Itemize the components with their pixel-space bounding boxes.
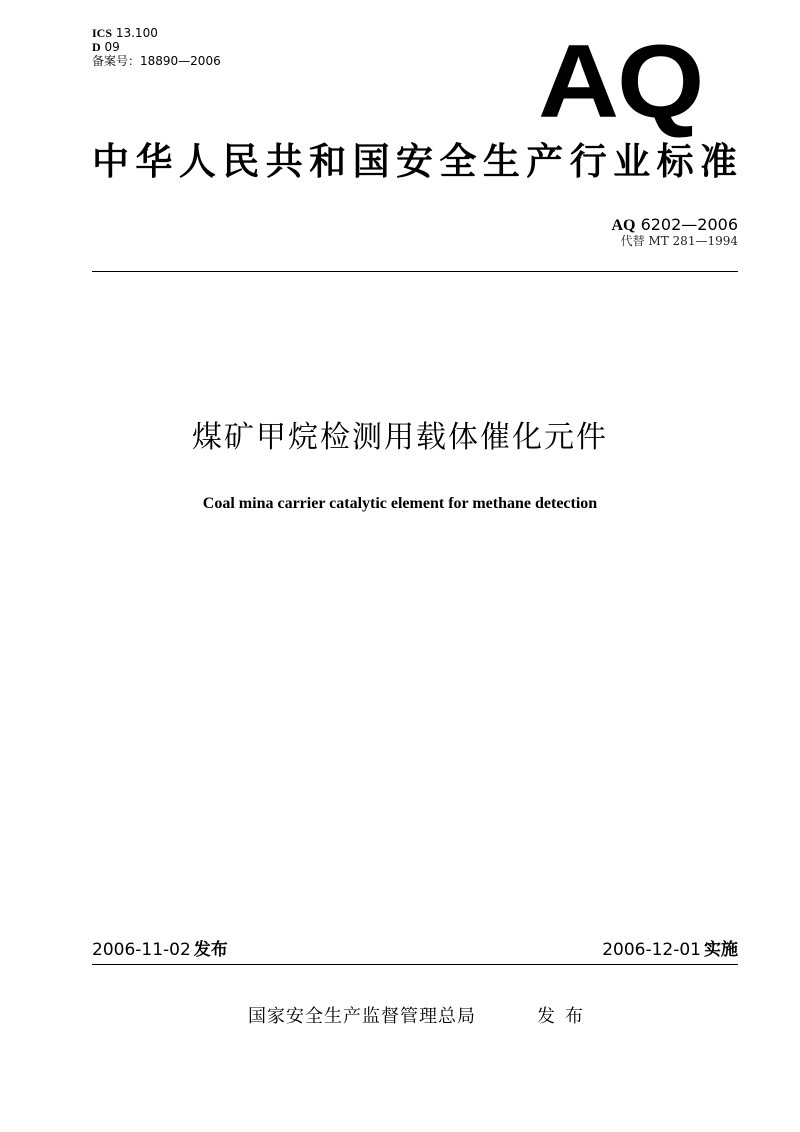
publish-word: 发布 xyxy=(193,940,228,960)
replaces-note: 代替 MT 281—1994 xyxy=(620,234,738,248)
standard-code: 6202—2006 xyxy=(640,215,738,234)
document-title: 煤矿甲烷检测用载体催化元件 xyxy=(192,420,608,455)
standard-number xyxy=(611,216,738,235)
implement-date: 2006-12-01 xyxy=(602,940,701,960)
record-number: 备案号：18890—2006 xyxy=(92,54,221,68)
ccs-code: 09 xyxy=(104,40,120,54)
aq-logo: AQ xyxy=(538,24,703,140)
ics-label: ICS xyxy=(92,26,113,40)
ics-code: 13.100 xyxy=(115,26,158,40)
footer-divider xyxy=(92,964,738,965)
standard-category-title: 中华人民共和国安全生产行业标准 xyxy=(92,140,738,183)
issuing-authority: 国家安全生产监督管理总局 xyxy=(248,1006,476,1027)
implement-date-block xyxy=(602,939,738,961)
implement-word: 实施 xyxy=(704,940,738,960)
header-divider xyxy=(92,271,738,272)
document-subtitle: Coal mina carrier catalytic element for methane detection xyxy=(202,495,598,512)
issue-word: 发布 xyxy=(537,1006,593,1027)
ccs-code-line xyxy=(92,40,120,54)
ics-code-line xyxy=(92,26,158,40)
publish-date-block xyxy=(92,939,228,961)
publish-date: 2006-11-02 xyxy=(92,940,191,960)
ccs-label: D xyxy=(92,40,101,54)
standard-prefix: AQ xyxy=(611,217,636,234)
